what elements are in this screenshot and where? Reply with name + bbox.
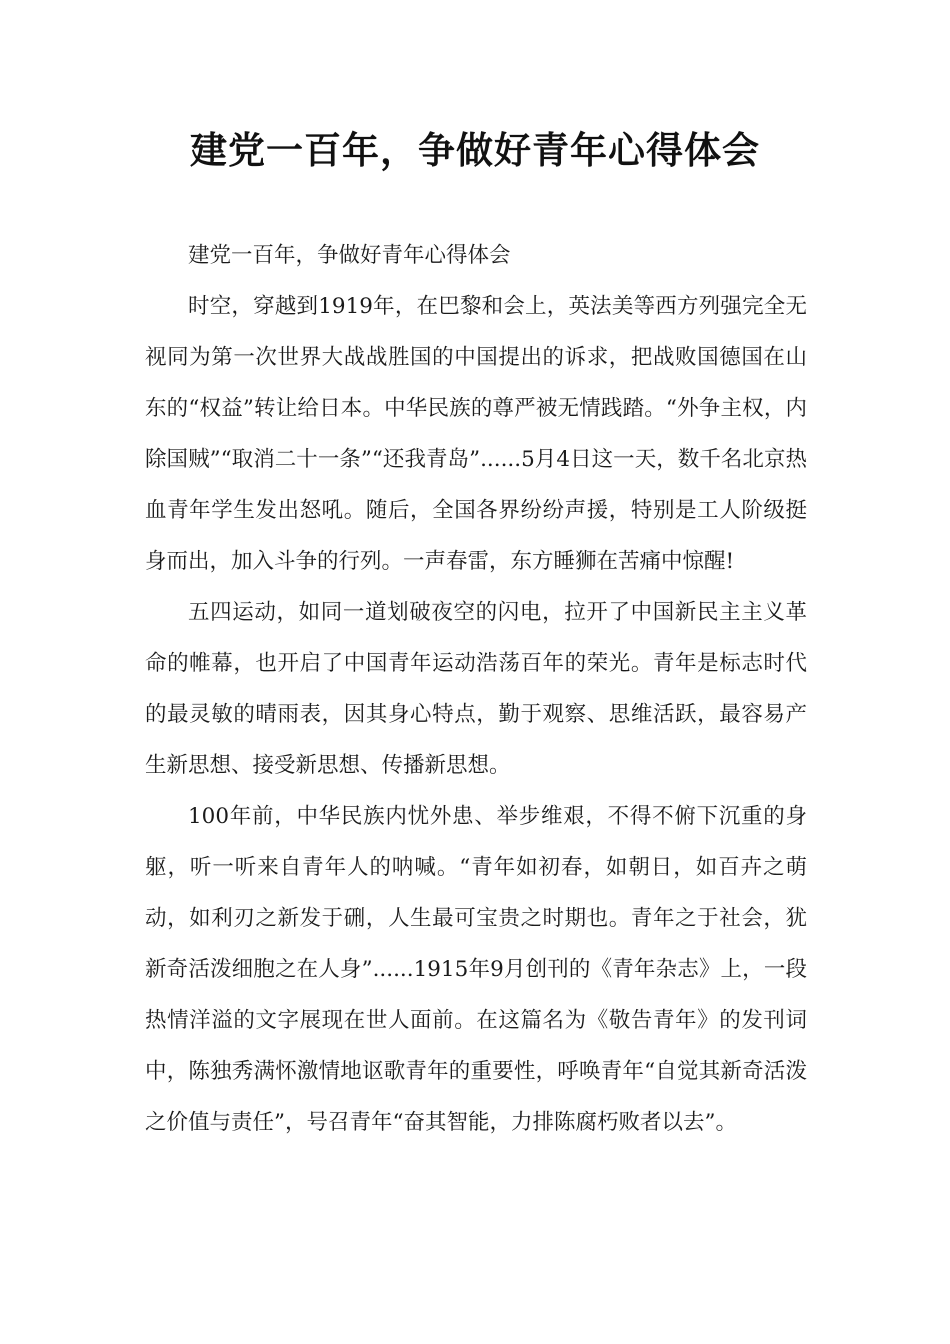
document-title: 建党一百年，争做好青年心得体会 <box>190 129 760 172</box>
paragraph-new-youth: 100年前，中华民族内忧外患、举步维艰，不得不俯下沉重的身躯，听一听来自青年人的呐喊。“青年如初春，如朝日，如百卉之萌动，如利刃之新发于硎，人生最可宝贵之时期也。青年之于社会，犹新奇活泼细胞之在人身”......1915年9月创刊的《青年杂志》上，一段热情洋溢的文字展现在世人面前。在这篇名为《敬告青年》的发刊词中，陈独秀满怀激情地讴歌青年的重要性，呼唤青年“自觉其新奇活泼之价值与责任”，号召青年“奋其智能，力排陈腐朽败者以去”。 <box>145 804 807 1135</box>
document-body <box>145 230 807 1148</box>
paragraph-heading: 建党一百年，争做好青年心得体会 <box>188 243 511 268</box>
paragraph-youth-movement: 五四运动，如同一道划破夜空的闪电，拉开了中国新民主主义革命的帷幕，也开启了中国青年运动浩荡百年的荣光。青年是标志时代的最灵敏的晴雨表，因其身心特点，勤于观察、思维活跃，最容易产生新思想、接受新思想、传播新思想。 <box>145 600 807 778</box>
paragraph-may-fourth: 时空，穿越到1919年，在巴黎和会上，英法美等西方列强完全无视同为第一次世界大战战胜国的中国提出的诉求，把战败国德国在山东的“权益”转让给日本。中华民族的尊严被无情践踏。“外争主权，内除国贼”“取消二十一条”“还我青岛”......5月4日这一天，数千名北京热血青年学生发出怒吼。随后，全国各界纷纷声援，特别是工人阶级挺身而出，加入斗争的行列。一声春雷，东方睡狮在苦痛中惊醒! <box>145 294 807 574</box>
